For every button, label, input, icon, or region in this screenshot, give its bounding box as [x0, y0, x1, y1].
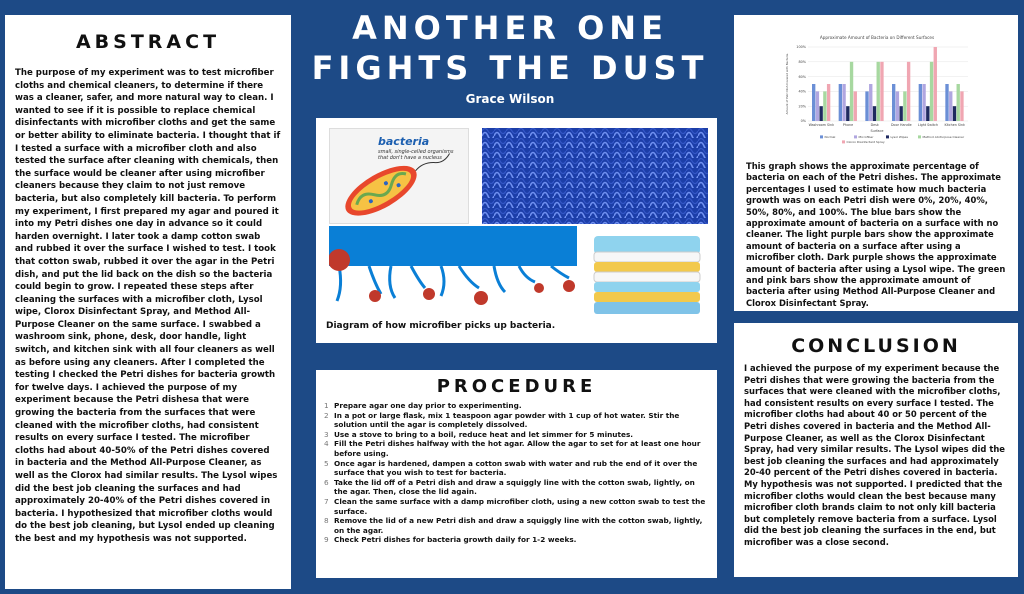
procedure-step	[324, 439, 709, 458]
bar	[934, 47, 937, 121]
bacteria-bar-chart	[782, 33, 972, 161]
graph-panel	[734, 15, 1018, 311]
abstract-text: The purpose of my experiment was to test microfiber cloths and chemical cleaners, to determine if there was a cleaner, safer, and more natural way to clean. I wanted to see if it is possible to replace chemical disinfectants with microfiber cloths and get the same or better ability to eliminate bacteria. I thought that if I tested a surface with a microfiber cloth and also tested the surface after cleaning with chemicals, then the surface would be cleaner after using microfiber cleaners because they claim to not just remove bacteria, but also completely kill bacteria. To perform my experiment, I first prepared my agar and poured it into my Petri dishes one day in advance so it could harden overnight. I later took a damp cotton swab and rubbed it over the surface I wished to test. I took that cotton swab, rubbed it over the agar in the Petri dish, and put the lid back on the dish so the bacteria could begin to grow. I repeated these steps after cleaning the surfaces with a microfiber cloth, Lysol wipe, Clorox Disinfectant Spray, and Method All-Purpose Cleaner on the same surface. I swabbed a washroom sink, phone, desk, door handle, light switch, and kitchen sink with all four cleaners as well as before using any cleaners. After I completed the testing I checked the Petri dishes for bacteria growth for twelve days. I achieved the purpose of my experiment because the Petri dishesa that were growing the bacteria from the surfaces that were cleaned with the microfiber cloths, had consistent results on every surface I tested. The microfiber cloths had about 40-50% of the Petri dishes covered in bacteria and the Method All-Purpose Cleaner, as well as the Clorox had similar results. The Lysol wipes did the best job cleaning the surfaces and had approximately 20-40% of the Petri dishes covered in bacteria. I hypothesized that microfiber cloths would do the best job cleaning, but Lysol ended up cleaning the best and my hypothesis was not supported.	[15, 68, 281, 544]
chart-title: Approximate Amount of Bacteria on Different Surfaces	[819, 35, 935, 40]
step-number: 3	[324, 429, 329, 439]
x-tick-label: Light Switch	[917, 123, 939, 127]
step-text: Use a stove to bring to a boil, reduce heat and let simmer for 5 minutes.	[334, 429, 634, 439]
legend-swatch	[886, 135, 889, 138]
step-number: 9	[324, 535, 329, 545]
author-name: Grace Wilson	[465, 92, 555, 106]
step-text: In a pot or large flask, mix 1 teaspoon agar powder with 1 cup of hot water. Stir the solution until the agar is completely dissolved.	[334, 410, 680, 430]
procedure-steps	[324, 401, 709, 545]
microfiber-texture-image	[482, 128, 708, 224]
bacteria-sub-label: small, single-celled organisms that don't have a nucleus	[378, 149, 454, 161]
procedure-step	[324, 516, 709, 535]
step-text: Fill the Petri dishes halfway with the hot agar. Allow the agar to set for at least one hour before using.	[334, 439, 701, 458]
legend-label: Clorox Disinfectant Spray	[846, 140, 885, 144]
step-number: 4	[324, 439, 329, 449]
bar	[812, 84, 815, 121]
procedure-step	[324, 478, 709, 497]
bacteria-label: bacteria	[378, 135, 430, 148]
procedure-step	[324, 430, 709, 440]
legend-swatch	[842, 140, 845, 143]
step-text: Check Petri dishes for bacteria growth daily for 1-2 weeks.	[334, 535, 577, 545]
legend-label: Microfiber	[858, 135, 874, 139]
x-tick-label: Washroom Sink	[808, 123, 835, 127]
conclusion-panel	[734, 323, 1018, 577]
bar	[839, 84, 842, 121]
bar	[945, 84, 948, 121]
y-tick-label: 20%	[798, 104, 806, 109]
step-number: 2	[324, 410, 329, 420]
procedure-step	[324, 459, 709, 478]
y-tick-label: 0%	[800, 119, 806, 124]
procedure-panel	[316, 370, 717, 578]
bar	[816, 91, 819, 121]
y-tick-label: 100%	[796, 45, 806, 50]
bar	[823, 91, 826, 121]
legend-swatch	[820, 135, 823, 138]
legend-swatch	[854, 135, 857, 138]
poster-title	[300, 8, 720, 106]
bar	[892, 84, 895, 121]
bar	[880, 62, 883, 121]
bar	[953, 106, 956, 121]
abstract-heading: ABSTRACT	[75, 31, 221, 53]
conclusion-heading: CONCLUSION	[791, 335, 961, 357]
step-number: 1	[324, 401, 329, 410]
step-text: Take the lid off of a Petri dish and draw a squiggly line with the cotton swab, lightly, on the agar. Then, close the lid again.	[334, 477, 695, 497]
bar	[922, 84, 925, 121]
procedure-step	[324, 411, 709, 430]
bar	[873, 106, 876, 121]
microfiber-cloths-image	[586, 230, 708, 320]
x-tick-label: Desk	[870, 123, 879, 127]
procedure-heading: PROCEDURE	[436, 376, 597, 397]
bar	[903, 91, 906, 121]
legend-label: Lysol Wipes	[890, 135, 908, 139]
step-number: 7	[324, 496, 329, 506]
bar	[854, 91, 857, 121]
bar	[819, 106, 822, 121]
bar	[960, 91, 963, 121]
procedure-step	[324, 401, 709, 411]
bar	[827, 84, 830, 121]
bar	[842, 84, 845, 121]
legend-label: Normal	[824, 135, 836, 139]
abstract-panel	[5, 15, 291, 589]
bar	[899, 106, 902, 121]
x-axis-label: Surface	[870, 129, 884, 133]
procedure-step	[324, 497, 709, 516]
bar	[850, 62, 853, 121]
bacteria-illustration	[329, 128, 469, 224]
legend-swatch	[918, 135, 921, 138]
step-text: Remove the lid of a new Petri dish and draw a squiggly line with the cotton swab, lightly, on the agar.	[334, 516, 703, 535]
legend-label: Method All-Purpose Cleaner	[922, 135, 965, 139]
bar	[957, 84, 960, 121]
bar	[949, 91, 952, 121]
step-number: 8	[324, 516, 329, 526]
images-panel	[316, 118, 717, 343]
bar	[877, 62, 880, 121]
y-tick-label: 40%	[798, 89, 806, 94]
title-line-2: FIGHTS THE DUST	[311, 49, 709, 87]
procedure-step	[324, 535, 709, 545]
graph-description: This graph shows the approximate percentage of bacteria on each of the Petri dishes. The approximate percentages I used to estimate how much bacteria growth was on each Petri dish were 0%, 20%, 40%, 50%, 80%, and 100%. The blue bars show the approximate amount of bacteria on a surface with no cleaner. The light purple bars show the approximate amount of bacteria on a surface after using a microfiber cloth. Dark purple shows the approximate amount of bacteria after using a Lysol wipe. The green and pink bars show the approximate amount of bacteria after using Method All-Purpose Cleaner and Clorox Disinfectant Spray.	[746, 161, 1006, 308]
bar	[930, 62, 933, 121]
bar	[869, 84, 872, 121]
y-axis-label: Amount of Petri Dish Covered with Bacteria	[785, 53, 789, 115]
step-text: Prepare agar one day prior to experimenting.	[334, 401, 522, 410]
step-number: 5	[324, 458, 329, 468]
x-tick-label: Phone	[842, 123, 854, 127]
step-number: 6	[324, 477, 329, 487]
conclusion-text: I achieved the purpose of my experiment because the Petri dishes that were growing the bacteria from the surfaces that were cleaned with the microfiber cloths, had consistent results on every surface I tested. The microfiber cloths had about 40 or 50 percent of the Petri dishes covered in bacteria and the Method All-Purpose Cleaner, as well as the Clorox Disinfectant Spray, had very similar results. The Lysol wipes did the best job cleaning the surfaces and had approximately 20-40 percent of the Petri dishes covered in bacteria. My hypothesis was not supported. I predicted that the microfiber cloths would clean the best because many microfiber cloth brands claim to not only kill bacteria but completely remove bacteria from a surface. Lysol did the best job cleaning the surfaces in the end, but microfiber was a close second.	[744, 363, 1005, 547]
bar	[926, 106, 929, 121]
x-tick-label: Door Handle	[891, 123, 912, 127]
y-tick-label: 80%	[798, 60, 806, 64]
y-tick-label: 60%	[798, 74, 806, 79]
bar	[865, 91, 868, 121]
diagram-caption: Diagram of how microfiber picks up bacteria.	[326, 321, 556, 331]
bar	[846, 106, 849, 121]
step-text: Clean the same surface with a damp microfiber cloth, using a new cotton swab to test the surface.	[334, 496, 706, 516]
bar	[919, 84, 922, 121]
bar	[896, 91, 899, 121]
bar	[907, 62, 910, 121]
x-tick-label: Kitchen Sink	[944, 123, 965, 127]
microfiber-diagram	[329, 226, 577, 316]
title-line-1: ANOTHER ONE	[352, 9, 668, 47]
step-text: Once agar is hardened, dampen a cotton swab with water and rub the end of it over the surface that you wish to test for bacteria.	[334, 458, 698, 478]
